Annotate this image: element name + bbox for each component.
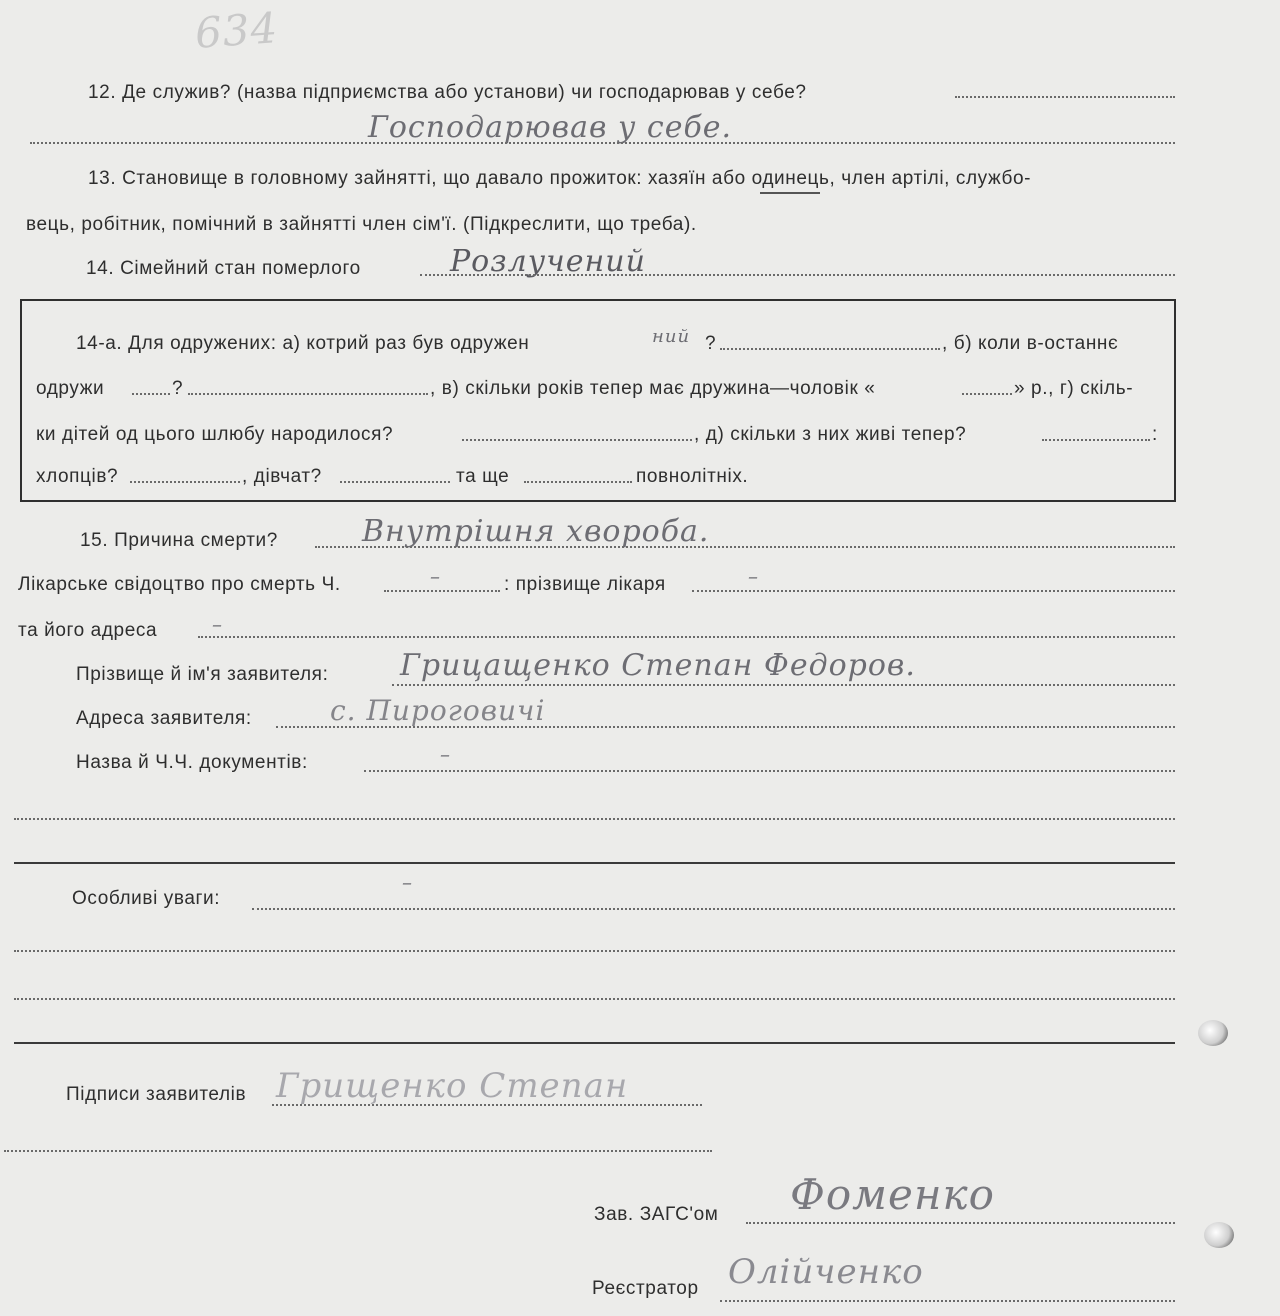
section-divider-2	[14, 1042, 1175, 1044]
q14-handwritten-answer: Розлучений	[450, 244, 646, 279]
remarks-extra-line-1	[14, 950, 1175, 952]
doctor-name-dash: –	[748, 564, 759, 588]
doctor-name-dots	[692, 590, 1175, 592]
applicant-signature: Грищенко Степан	[276, 1066, 629, 1106]
registrar-signature: Олійченко	[728, 1252, 924, 1292]
q14a-line4-b: , дівчат?	[242, 466, 322, 487]
q14a-line3-c: :	[1152, 424, 1158, 445]
signatures-dots	[272, 1104, 702, 1106]
q14a-line4-dots3	[524, 481, 632, 483]
q15-label: 15. Причина смерти?	[80, 530, 278, 551]
documents-extra-line	[14, 818, 1175, 820]
q13-underline-mark	[760, 192, 820, 194]
applicant-address-dots	[276, 726, 1175, 728]
q12-handwritten-answer: Господарював у себе.	[368, 110, 733, 145]
remarks-dash: –	[402, 870, 413, 894]
registrar-dots	[720, 1300, 1175, 1302]
documents-label: Назва й Ч.Ч. документів:	[76, 752, 308, 773]
applicant-name-label: Прізвище й ім'я заявителя:	[76, 664, 329, 685]
doctor-certificate-label: Лікарське свідоцтво про смерть Ч.	[18, 574, 341, 595]
head-of-registry-label: Зав. ЗАГС'ом	[594, 1204, 719, 1225]
doctor-address-dots	[198, 636, 1175, 638]
paper-damage-mark-1	[1198, 1020, 1228, 1046]
section-divider-1	[14, 862, 1175, 864]
q13-line1: 13. Становище в головному зайнятті, що давало прожиток: хазяїн або одинець, член артілі, службо-	[88, 168, 1032, 189]
q14a-line2-dots2	[188, 393, 428, 395]
archive-number-mark: 634	[193, 3, 280, 58]
q14a-line1-b: , б) коли в-останнє	[942, 333, 1119, 354]
q14a-line1-label: 14-а. Для одружених: а) котрий раз був одружен	[76, 333, 530, 354]
applicant-name-dots	[392, 684, 1175, 686]
doctor-certificate-dash: –	[430, 564, 441, 588]
q14a-line4-dots1	[130, 481, 240, 483]
q13-line2: вець, робітник, помічний в зайнятті член сім'ї. (Підкреслити, що треба).	[26, 214, 697, 235]
remarks-label: Особливі уваги:	[72, 888, 221, 909]
q14a-line4-d: повнолітніх.	[636, 466, 749, 487]
q14a-line4-a: хлопців?	[36, 466, 119, 487]
applicant-address-label: Адреса заявителя:	[76, 708, 252, 729]
q14a-line2-dots1	[132, 393, 170, 395]
q14a-line4-dots2	[340, 481, 450, 483]
doctor-address-label: та його адреса	[18, 620, 158, 641]
q14a-line2-d: » р., г) скіль-	[1014, 378, 1134, 399]
doctor-certificate-dots	[384, 590, 500, 592]
signatures-label: Підписи заявителів	[66, 1084, 247, 1105]
doctor-name-label: : прізвище лікаря	[504, 574, 666, 595]
q14-dotted-line	[420, 274, 1175, 276]
q14a-handwritten-mark: ний	[652, 326, 691, 347]
q12-label: 12. Де служив? (назва підприємства або установи) чи господарював у себе?	[88, 82, 807, 103]
documents-dots	[364, 770, 1175, 772]
applicant-name-handwritten: Грицащенко Степан Федоров.	[400, 648, 916, 683]
q14a-line2-question-mark: ?	[172, 378, 184, 399]
q14a-line3-dots1	[462, 439, 692, 441]
q14-label: 14. Сімейний стан померлого	[86, 258, 361, 279]
applicant-address-handwritten: с. Пироговичі	[330, 694, 546, 727]
q15-handwritten-answer: Внутрішня хвороба.	[362, 514, 710, 549]
q14a-line1-question-mark: ?	[705, 333, 717, 354]
q14a-line4-c: та ще	[456, 466, 510, 487]
q14a-line3-b: , д) скільки з них живі тепер?	[694, 424, 967, 445]
signatures-extra-line	[4, 1150, 712, 1152]
q14a-line1-dots	[720, 348, 940, 350]
remarks-extra-line-2	[14, 998, 1175, 1000]
paper-damage-mark-2	[1204, 1222, 1234, 1248]
q14a-line2-a: одружи	[36, 378, 105, 399]
q14a-married-box	[20, 299, 1176, 502]
documents-dash: –	[440, 742, 451, 766]
doctor-address-dash: –	[212, 612, 223, 636]
head-of-registry-dots	[746, 1222, 1175, 1224]
q14a-line2-c: , в) скільки років тепер має дружина—чоловік «	[430, 378, 876, 399]
q14a-line3-a: ки дітей од цього шлюбу народилося?	[36, 424, 394, 445]
remarks-dots	[252, 908, 1175, 910]
registrar-label: Реєстратор	[592, 1278, 699, 1299]
q12-answer-line	[30, 142, 1175, 144]
q14a-line2-dots3	[962, 393, 1012, 395]
q12-dotted-line	[955, 96, 1175, 98]
head-of-registry-signature: Фоменко	[790, 1170, 995, 1219]
q15-dotted-line	[315, 546, 1175, 548]
q14a-line3-dots2	[1042, 439, 1150, 441]
